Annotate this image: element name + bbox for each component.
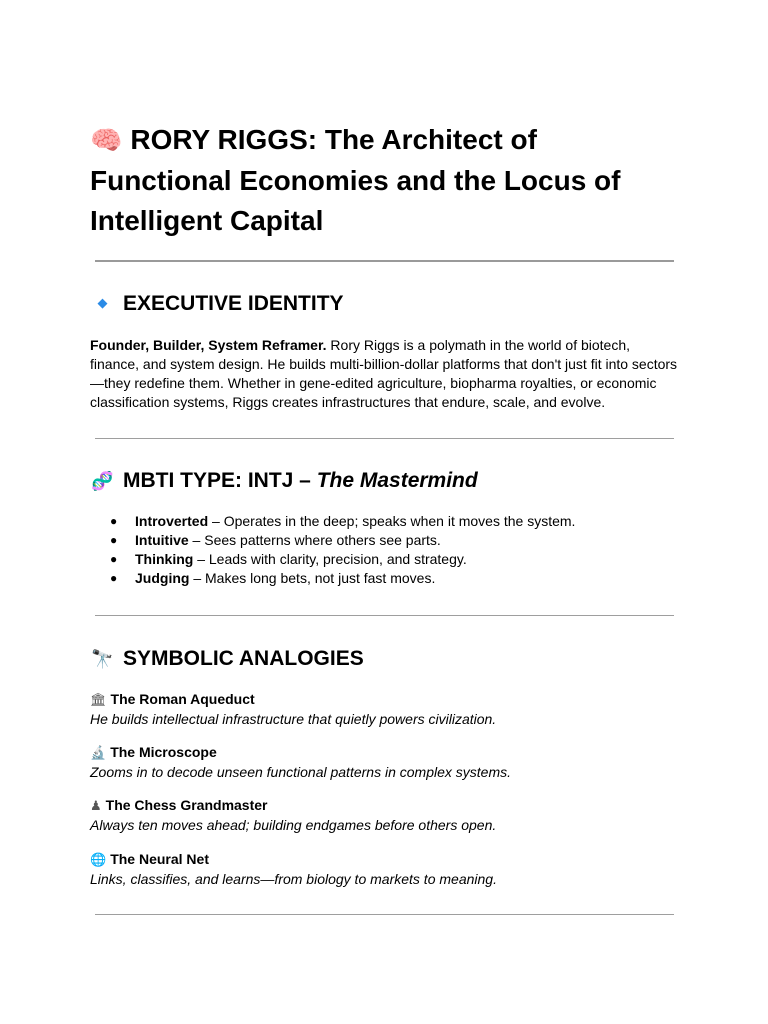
- analogy-neural-net: [90, 850, 680, 889]
- telescope-icon: 🔭: [91, 649, 114, 670]
- globe-icon: 🌐: [90, 853, 107, 868]
- dna-icon: 🧬: [91, 471, 114, 492]
- list-item: [110, 512, 575, 531]
- mbti-text: – Sees patterns where others see parts.: [188, 532, 441, 548]
- document-title: [90, 120, 680, 241]
- analogy-description: Zooms in to decode unseen functional patterns in complex systems.: [90, 764, 511, 780]
- classical-building-icon: 🏛: [90, 693, 107, 708]
- analogy-name: The Roman Aqueduct: [110, 691, 255, 707]
- executive-lead: Founder, Builder, System Reframer.: [90, 337, 327, 353]
- executive-body: Rory Riggs is a polymath in the world of biotech, finance, and system design. He builds multi-billion-dollar platforms that don't just fit into sectors—they redefine them. Whether in gene-edited agriculture, biopharma royalties, or economic classification systems, Riggs creates infrastructures that endure, scale, and evolve.: [90, 337, 678, 410]
- mbti-term: Introverted: [135, 513, 209, 529]
- brain-icon: 🧠: [90, 126, 123, 156]
- divider: [95, 438, 674, 439]
- divider: [95, 914, 674, 915]
- bullet-icon: ●: [110, 533, 118, 547]
- mbti-term: Thinking: [135, 551, 194, 567]
- section-heading-symbolic-analogies: [90, 645, 364, 674]
- mbti-heading-prefix: MBTI TYPE: INTJ –: [123, 469, 317, 492]
- microscope-icon: 🔬: [90, 746, 107, 761]
- mbti-text: – Makes long bets, not just fast moves.: [189, 570, 436, 586]
- analogy-name: The Neural Net: [110, 851, 209, 867]
- bullet-icon: ●: [110, 571, 118, 585]
- analogy-description: He builds intellectual infrastructure that quietly powers civilization.: [90, 711, 497, 727]
- divider: [95, 260, 674, 262]
- analogy-name: The Chess Grandmaster: [105, 797, 268, 813]
- analogy-description: Always ten moves ahead; building endgames before others open.: [90, 817, 497, 833]
- mbti-text: – Operates in the deep; speaks when it moves the system.: [208, 513, 576, 529]
- executive-paragraph: [90, 336, 680, 412]
- list-item: [110, 550, 575, 569]
- mbti-text: – Leads with clarity, precision, and strategy.: [193, 551, 467, 567]
- section-heading-executive-identity: [90, 290, 344, 318]
- analogy-roman-aqueduct: [90, 690, 680, 729]
- mbti-term: Intuitive: [135, 532, 189, 548]
- mbti-list: [110, 512, 575, 588]
- analogy-description: Links, classifies, and learns—from biology to markets to meaning.: [90, 871, 497, 887]
- analogy-name: The Microscope: [110, 744, 217, 760]
- analogy-microscope: [90, 743, 680, 782]
- mbti-term: Judging: [135, 570, 190, 586]
- bullet-icon: ●: [110, 514, 118, 528]
- chess-pawn-icon: ♟: [90, 799, 102, 814]
- mbti-heading-type: The Mastermind: [316, 469, 478, 492]
- bullet-icon: ●: [110, 552, 118, 566]
- analogies-heading-text: SYMBOLIC ANALOGIES: [123, 647, 364, 670]
- section-heading-mbti: [90, 467, 478, 496]
- title-text: RORY RIGGS: The Architect of Functional Economies and the Locus of Intelligent Capital: [90, 124, 621, 236]
- divider: [95, 615, 674, 616]
- list-item: [110, 531, 575, 550]
- blue-diamond-icon: ◆: [97, 296, 108, 311]
- executive-heading-text: EXECUTIVE IDENTITY: [123, 292, 344, 315]
- list-item: [110, 569, 575, 588]
- analogy-chess-grandmaster: [90, 796, 680, 835]
